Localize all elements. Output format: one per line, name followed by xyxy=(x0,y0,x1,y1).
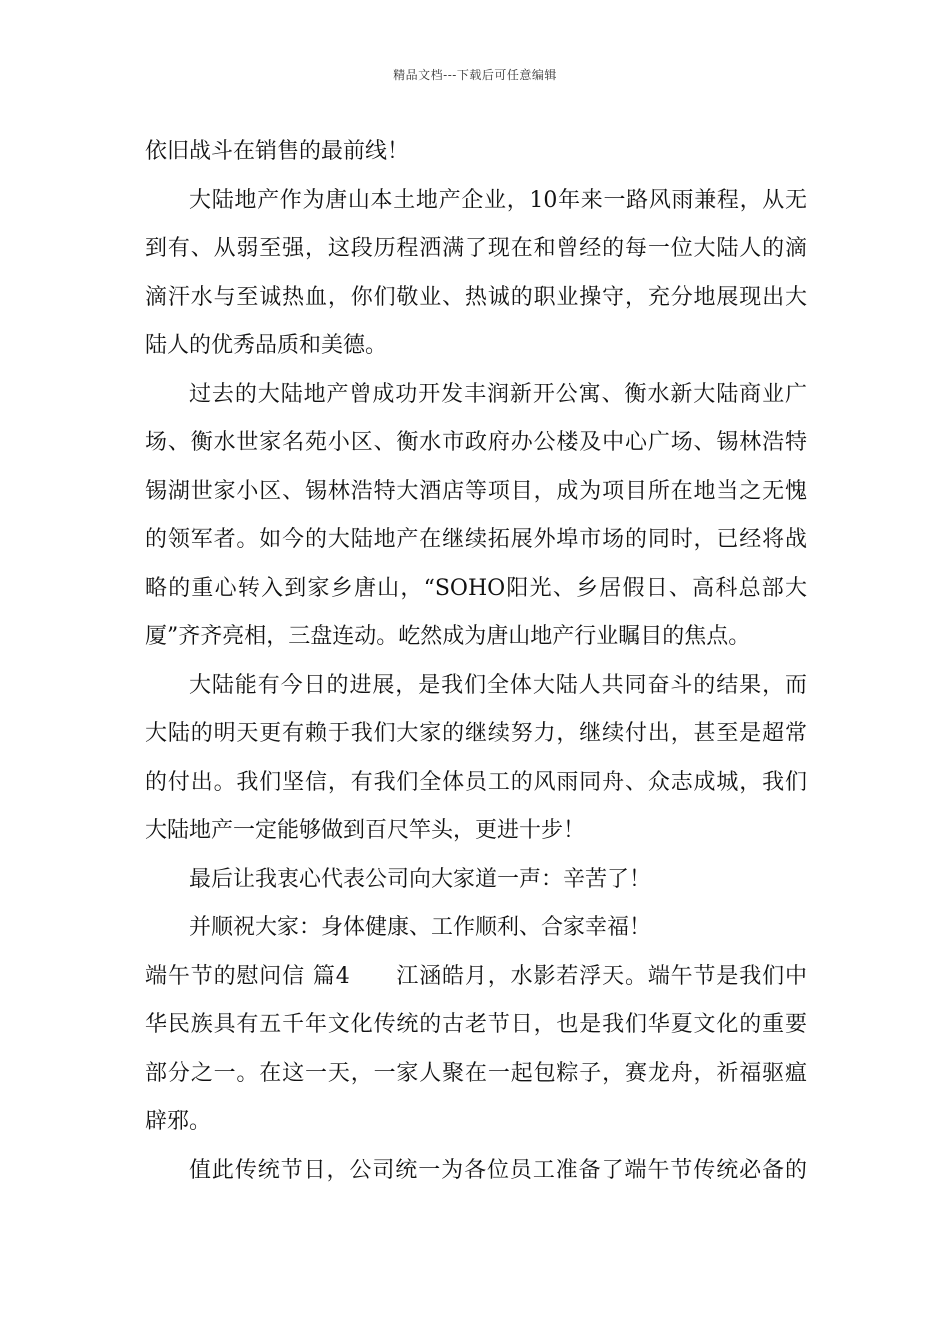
text-line: 并顺祝大家：身体健康、工作顺利、合家幸福！ xyxy=(189,915,652,940)
text-line: 最后让我衷心代表公司向大家道一声：辛苦了！ xyxy=(189,866,652,892)
text-line: 部分之一。在这一天，一家人聚在一起包粽子，赛龙舟，祈福驱瘟 xyxy=(145,1060,807,1086)
text-line: 厦”齐齐亮相，三盘连动。屹然成为唐山地产行业瞩目的焦点。 xyxy=(145,624,751,649)
text-line: 大陆能有今日的进展，是我们全体大陆人共同奋斗的结果，而 xyxy=(189,672,807,698)
text-line: 华民族具有五千年文化传统的古老节日，也是我们华夏文化的重要 xyxy=(145,1012,807,1037)
text-line: 锡湖世家小区、锡林浩特大酒店等项目，成为项目所在地当之无愧 xyxy=(145,478,807,504)
text-line: 值此传统节日，公司统一为各位员工准备了端午节传统必备的 xyxy=(189,1157,807,1183)
text-line: 大陆地产一定能够做到百尺竿头，更进十步！ xyxy=(145,818,586,843)
text-line: 滴汗水与至诚热血，你们敬业、热诚的职业操守，充分地展现出大 xyxy=(145,284,807,310)
text-line: 端午节的慰问信 篇4 江涵皓月，水影若浮天。端午节是我们中 xyxy=(145,963,807,989)
text-line: 的付出。我们坚信，有我们全体员工的风雨同舟、众志成城，我们 xyxy=(145,769,807,795)
text-line: 过去的大陆地产曾成功开发丰润新开公寓、衡水新大陆商业广 xyxy=(189,381,807,407)
document-body xyxy=(145,128,807,1195)
text-line: 略的重心转入到家乡唐山，“SOHO阳光、乡居假日、高科总部大 xyxy=(145,575,807,601)
text-line: 大陆的明天更有赖于我们大家的继续努力，继续付出，甚至是超常 xyxy=(145,721,807,746)
text-line: 的领军者。如今的大陆地产在继续拓展外埠市场的同时，已经将战 xyxy=(145,527,807,552)
text-line: 陆人的优秀品质和美德。 xyxy=(145,333,388,358)
text-line: 辟邪。 xyxy=(145,1109,212,1134)
text-line: 大陆地产作为唐山本土地产企业，10年来一路风雨兼程，从无 xyxy=(189,187,807,213)
text-line: 场、衡水世家名苑小区、衡水市政府办公楼及中心广场、锡林浩特 xyxy=(145,430,807,455)
text-line: 依旧战斗在销售的最前线！ xyxy=(145,139,410,164)
text-line: 到有、从弱至强，这段历程洒满了现在和曾经的每一位大陆人的滴 xyxy=(145,236,807,261)
page-header: 精品文档---下载后可任意编辑 xyxy=(393,68,557,82)
